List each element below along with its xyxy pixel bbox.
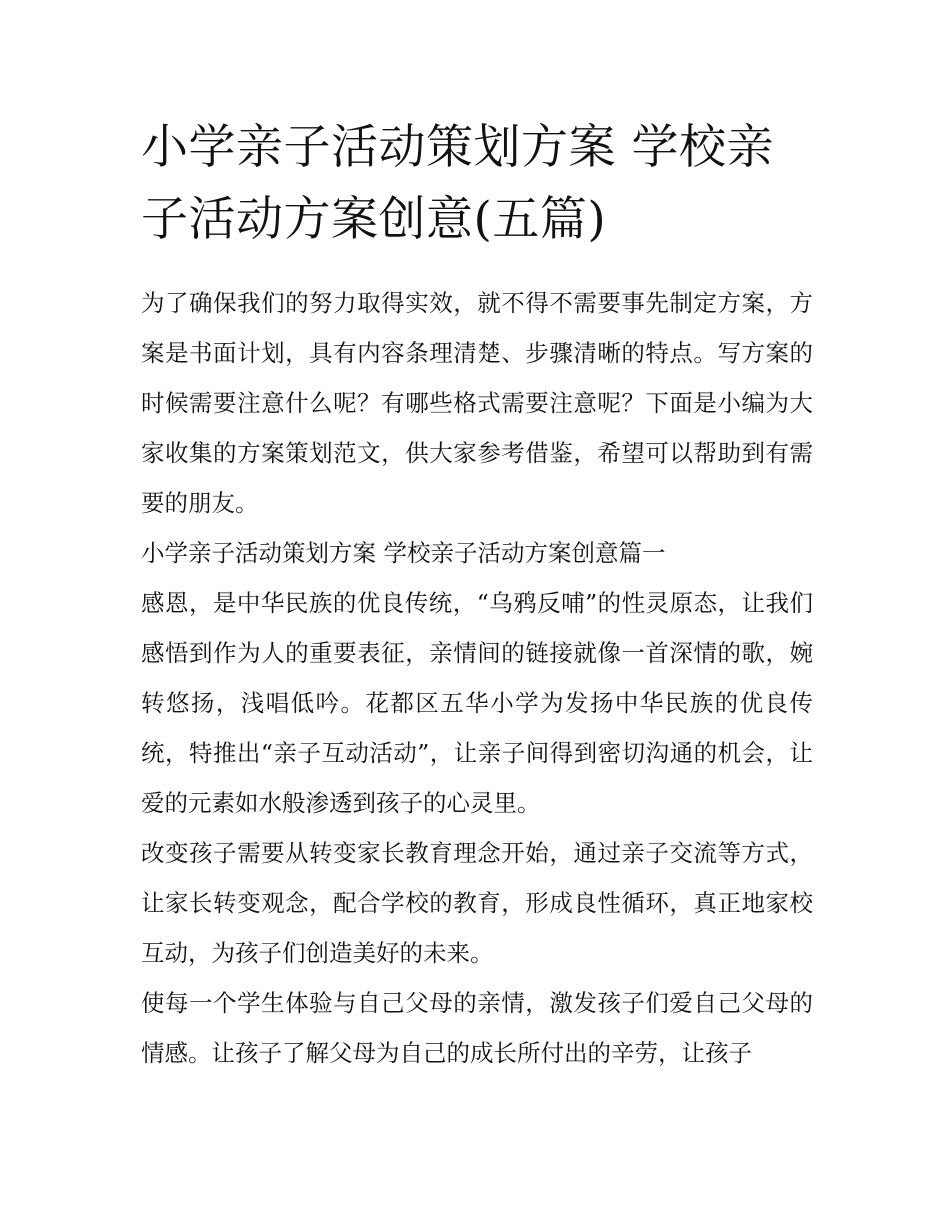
section-heading: 小学亲子活动策划方案 学校亲子活动方案创意篇一 xyxy=(141,539,666,567)
body-paragraph-1: 感恩，是中华民族的优良传统，“乌鸦反哺”的性灵原态，让我们感悟到作为人的重要表征，亲情间的链接就像一首深情的歌，婉转悠扬，浅唱低吟。花都区五华小学为发扬中华民族的优良传统，特推出“亲子互动活动”，让亲子间得到密切沟通的机会，让爱的元素如水般渗透到孩子的心灵里。 xyxy=(141,589,813,817)
intro-paragraph: 为了确保我们的努力取得实效，就不得不需要事先制定方案，方案是书面计划，具有内容条理清楚、步骤清晰的特点。写方案的时候需要注意什么呢？有哪些格式需要注意呢？下面是小编为大家收集的方案策划范文，供大家参考借鉴，希望可以帮助到有需要的朋友。 xyxy=(141,289,813,517)
document-page xyxy=(141,112,813,1078)
body-paragraph-3: 使每一个学生体验与自己父母的亲情，激发孩子们爱自己父母的情感。让孩子了解父母为自己的成长所付出的辛劳，让孩子 xyxy=(141,989,813,1067)
document-title: 小学亲子活动策划方案 学校亲子活动方案创意(五篇) xyxy=(141,120,774,247)
body-paragraph-2: 改变孩子需要从转变家长教育理念开始，通过亲子交流等方式，让家长转变观念，配合学校的教育，形成良性循环，真正地家校互动，为孩子们创造美好的未来。 xyxy=(141,839,813,967)
